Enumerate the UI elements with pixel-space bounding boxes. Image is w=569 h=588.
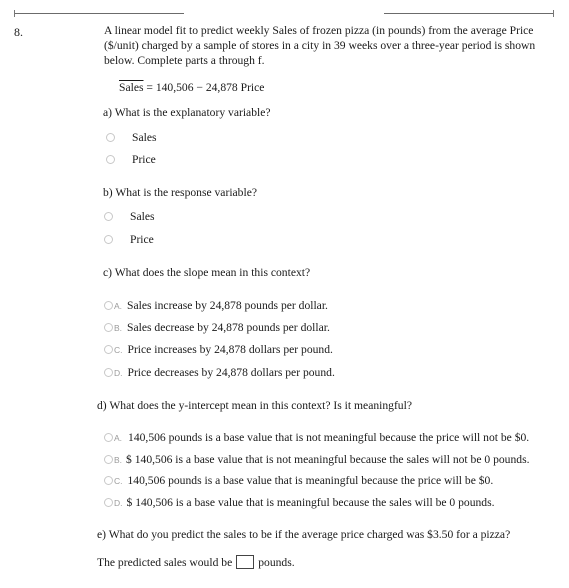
option-text: $ 140,506 is a base value that is meaningful because the sales will be 0 pounds. (126, 496, 495, 509)
part-e-prompt: e) What do you predict the sales to be if the average price charged was $3.50 for a pizza? (97, 528, 511, 541)
radio-button[interactable] (106, 133, 115, 142)
radio-button[interactable] (104, 235, 113, 244)
option-letter: A. (114, 300, 123, 311)
option-text: Price decreases by 24,878 dollars per pound. (127, 366, 335, 379)
radio-button[interactable] (104, 345, 113, 354)
part-c-option-c[interactable] (104, 343, 333, 356)
option-text: $ 140,506 is a base value that is not meaningful because the sales will not be 0 pounds. (126, 453, 530, 466)
option-text: Sales increase by 24,878 pounds per dollar. (127, 299, 328, 312)
option-letter: D. (114, 367, 123, 378)
option-letter: B. (114, 322, 123, 333)
part-b-option-price[interactable] (104, 233, 154, 246)
option-label: Price (130, 233, 154, 246)
predicted-sales-input[interactable] (236, 555, 254, 569)
part-d-prompt: d) What does the y-intercept mean in this context? Is it meaningful? (97, 399, 412, 412)
part-c-option-d[interactable] (104, 366, 335, 379)
answer-prefix: The predicted sales would be (97, 555, 233, 569)
option-text: Price increases by 24,878 dollars per pound. (127, 343, 333, 356)
radio-button[interactable] (104, 476, 113, 485)
question-number: 8. (14, 25, 23, 39)
option-label: Sales (130, 210, 155, 223)
option-letter: A. (114, 432, 123, 443)
part-d-option-d[interactable] (104, 496, 495, 509)
radio-button[interactable] (104, 498, 113, 507)
option-letter: D. (114, 497, 123, 508)
top-rule (14, 13, 554, 15)
option-letter: C. (114, 475, 123, 486)
regression-equation (119, 81, 264, 94)
part-a-prompt: a) What is the explanatory variable? (103, 106, 271, 119)
radio-button[interactable] (104, 323, 113, 332)
part-a-option-price[interactable] (106, 153, 156, 166)
option-label: Price (132, 153, 156, 166)
radio-button[interactable] (104, 301, 113, 310)
question-stem: A linear model fit to predict weekly Sales of frozen pizza (in pounds) from the average Price ($/unit) charged by a sample of stores in a city in 39 weeks over a three-year period is shown below. Complete parts a through f. (104, 24, 536, 67)
radio-button[interactable] (106, 155, 115, 164)
answer-suffix: pounds. (258, 555, 295, 569)
equation-rhs: = 140,506 − 24,878 Price (143, 81, 265, 94)
part-d-option-a[interactable] (104, 431, 529, 444)
part-b-prompt: b) What is the response variable? (103, 186, 257, 199)
radio-button[interactable] (104, 212, 113, 221)
radio-button[interactable] (104, 433, 113, 442)
part-c-option-a[interactable] (104, 299, 328, 312)
part-d-option-b[interactable] (104, 453, 529, 466)
part-e-answer-line (97, 555, 295, 569)
top-rule-left-tick (14, 10, 15, 17)
top-rule-right-tick (553, 10, 554, 17)
option-text: 140,506 pounds is a base value that is not meaningful because the price will not be $0. (128, 431, 530, 444)
equation-lhs: Sales (119, 81, 144, 94)
option-label: Sales (132, 131, 157, 144)
part-c-option-b[interactable] (104, 321, 330, 334)
radio-button[interactable] (104, 368, 113, 377)
radio-button[interactable] (104, 455, 113, 464)
part-c-prompt: c) What does the slope mean in this context? (103, 266, 311, 279)
part-d-option-c[interactable] (104, 474, 493, 487)
part-a-option-sales[interactable] (106, 131, 156, 144)
option-text: Sales decrease by 24,878 pounds per dollar. (127, 321, 330, 334)
option-text: 140,506 pounds is a base value that is meaningful because the price will be $0. (127, 474, 494, 487)
part-b-option-sales[interactable] (104, 210, 154, 223)
option-letter: B. (114, 454, 123, 465)
option-letter: C. (114, 344, 123, 355)
